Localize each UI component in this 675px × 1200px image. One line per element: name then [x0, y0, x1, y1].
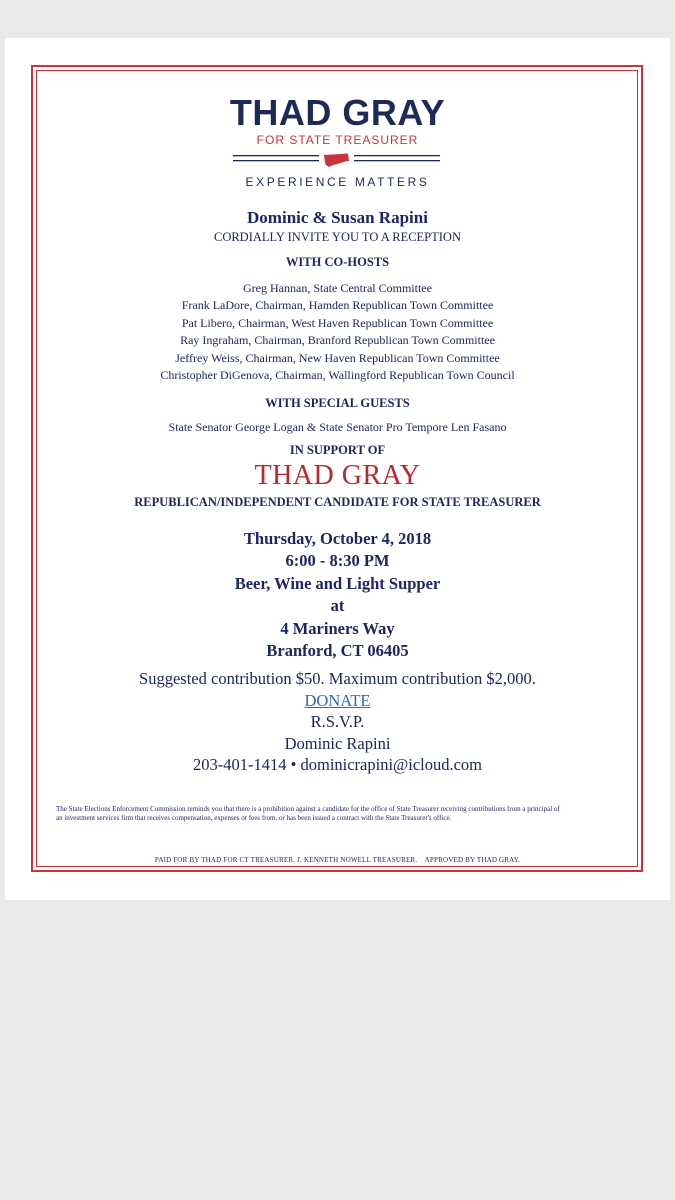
donate-link[interactable]: DONATE [304, 690, 371, 710]
contribution-text: Suggested contribution $50. Maximum contribution $2,000. [139, 669, 536, 688]
cohost-item: Pat Libero, Chairman, West Haven Republican Town Committee [181, 315, 494, 330]
rsvp-label: R.S.V.P. [310, 712, 365, 731]
candidate-title: REPUBLICAN/INDEPENDENT CANDIDATE FOR STATE TREASURER [134, 495, 541, 509]
legal-disclaimer: The State Elections Enforcement Commission reminds you that there is a prohibition against a candidate for the office of State Treasurer receiving contributions from a principal of an investment services firm that receives compensation, expenses or fees from, or has been issued a contract with the State Treasurer's office. [56, 805, 560, 822]
cohost-item: Greg Hannan, State Central Committee [243, 281, 432, 295]
connecticut-state-icon [233, 153, 440, 167]
invitation-line: CORDIALLY INVITE YOU TO A RECEPTION [213, 230, 461, 244]
event-date: Thursday, October 4, 2018 [243, 529, 432, 548]
event-address-line2: Branford, CT 06405 [266, 641, 409, 661]
logo-candidate-name: THAD GRAY [229, 92, 446, 133]
cohost-item: Jeffrey Weiss, Chairman, New Haven Republican Town Committee [175, 350, 500, 365]
event-menu: Beer, Wine and Light Supper [234, 573, 441, 593]
paid-for-notice: PAID FOR BY THAD FOR CT TREASURER. J. KENNETH NOWELL TREASURER. APPROVED BY THAD GRAY. [154, 856, 521, 864]
special-guests: State Senator George Logan & State Senator Pro Tempore Len Fasano [168, 420, 507, 434]
guests-heading: WITH SPECIAL GUESTS [265, 396, 410, 410]
logo-subtitle: FOR STATE TREASURER [256, 133, 419, 147]
event-details [5, 528, 670, 662]
invitation-sheet [5, 38, 670, 900]
event-address-line1: 4 Mariners Way [280, 618, 395, 638]
cohost-item: Christopher DiGenova, Chairman, Wallingford Republican Town Council [160, 368, 515, 383]
contribution-block [5, 668, 670, 776]
cohost-item: Frank LaDore, Chairman, Hamden Republican Town Committee [181, 298, 494, 313]
rsvp-contact: 203-401-1414 • dominicrapini@icloud.com [192, 755, 483, 774]
cohost-item: Ray Ingraham, Chairman, Branford Republican Town Committee [180, 333, 495, 348]
cohosts-heading: WITH CO-HOSTS [285, 255, 390, 269]
host-names: Dominic & Susan Rapini [247, 208, 428, 227]
logo-tagline: EXPERIENCE MATTERS [245, 175, 430, 189]
cohosts-list [5, 280, 670, 384]
event-at: at [330, 596, 345, 616]
rsvp-name: Dominic Rapini [284, 733, 391, 753]
event-time: 6:00 - 8:30 PM [285, 551, 390, 571]
support-heading: IN SUPPORT OF [289, 443, 386, 457]
candidate-name: THAD GRAY [254, 460, 421, 491]
